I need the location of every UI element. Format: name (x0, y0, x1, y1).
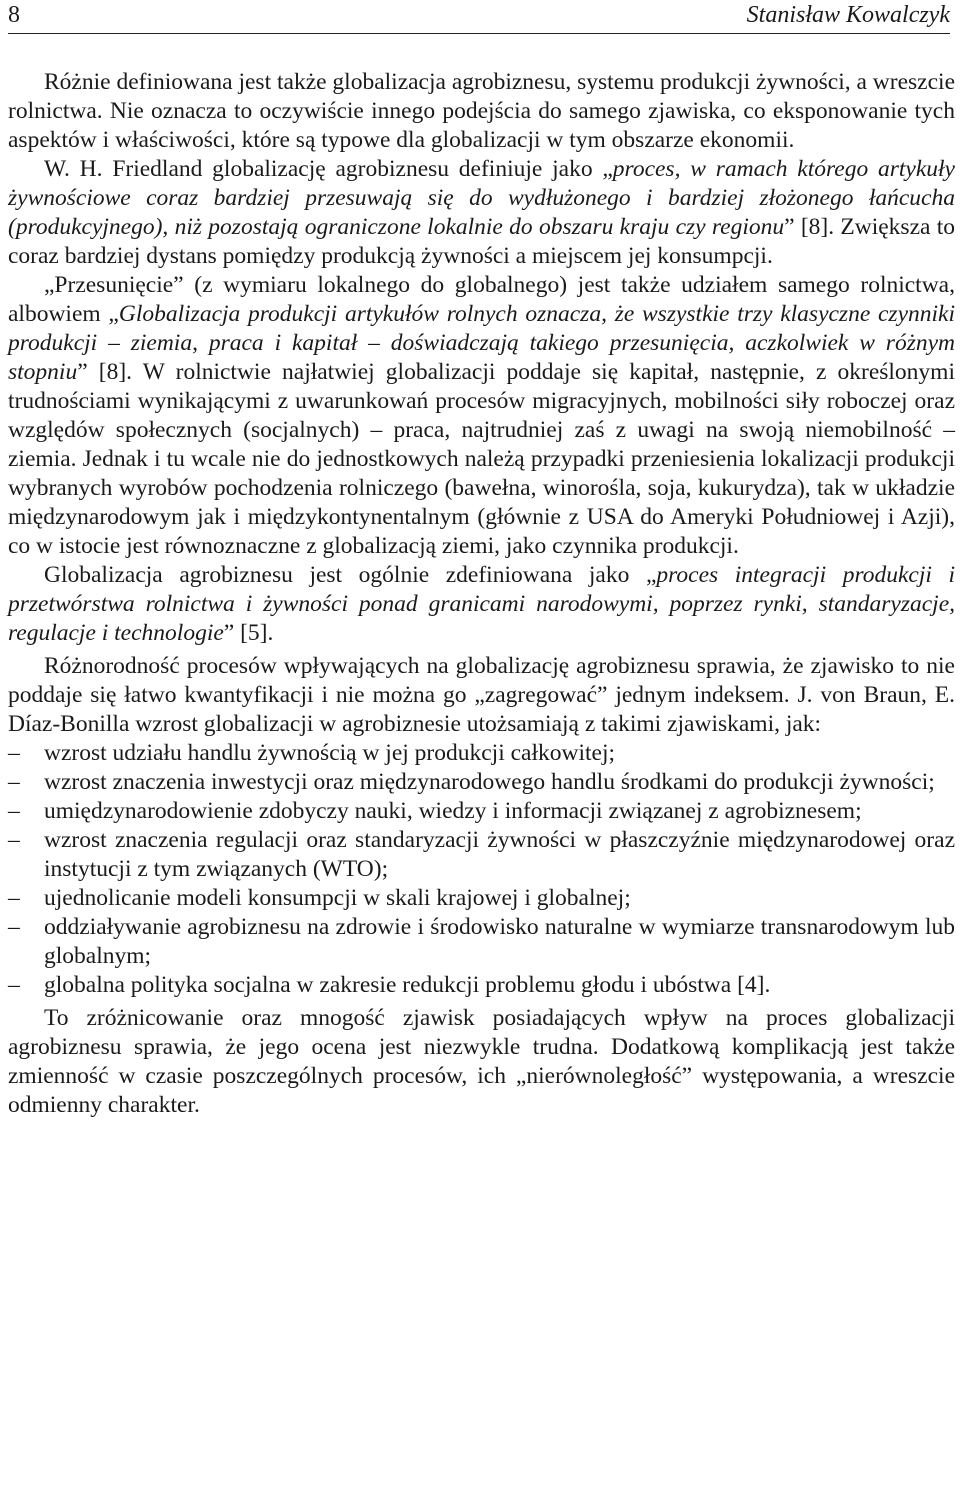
paragraph-4-quote: proces integracji produkcji i przetwórstwa rolnictwa i żywności ponad granicami narodowymi, poprzez rynki, standaryzacje, regulacje i technologie (8, 562, 955, 646)
list-item (8, 826, 955, 884)
dash-marker: – (8, 769, 20, 795)
dash-marker: – (8, 972, 20, 998)
list-item-text: globalna polityka socjalna w zakresie redukcji problemu głodu i ubóstwa [4]. (44, 972, 771, 998)
paragraph-4 (8, 561, 955, 648)
body-text (8, 68, 955, 1120)
list-item (8, 913, 955, 971)
list-item (8, 971, 955, 1000)
list-item (8, 797, 955, 826)
list-item-text: oddziaływanie agrobiznesu na zdrowie i środowisko naturalne w wymiarze transnarodowym lub globalnym; (44, 914, 955, 969)
paragraph-4-text-end: ” [5]. (223, 620, 274, 646)
dash-marker: – (8, 885, 20, 911)
dash-marker: – (8, 798, 20, 824)
dash-marker: – (8, 827, 20, 853)
paragraph-2-text-end: ” [8]. Zwiększa to coraz bardziej dystans pomiędzy produkcją żywności a miejscem jej konsumpcji. (8, 214, 956, 269)
page-number: 8 (8, 2, 20, 28)
list-item (8, 739, 955, 768)
paragraph-3-quote: Globalizacja produkcji artykułów rolnych oznacza, że wszystkie trzy klasyczne czynniki produkcji – ziemia, praca i kapitał – doświadczają takiego przesunięcia, aczkolwiek w różnym stopniu (8, 301, 955, 385)
list-item (8, 768, 955, 797)
page-header (8, 0, 950, 34)
running-head-author: Stanisław Kowalczyk (746, 2, 950, 28)
paragraph-3-text-start: „Przesunięcie” (z wymiaru lokalnego do globalnego) jest także udziałem samego rolnictwa, albowiem „ (8, 272, 955, 327)
list-item (8, 884, 955, 913)
paragraph-2 (8, 155, 955, 271)
paragraph-5: Różnorodność procesów wpływających na globalizację agrobiznesu sprawia, że zjawisko to nie poddaje się łatwo kwantyfikacji i nie można go „zagregować” jednym indeksem. J. von Braun, E. Díaz-Bonilla wzrost globalizacji w agrobiznesie utożsamiają z takimi zjawiskami, jak: (8, 653, 955, 737)
dash-marker: – (8, 740, 20, 766)
paragraph-2-text-start: W. H. Friedland globalizację agrobiznesu definiuje jako „ (44, 156, 613, 182)
dash-marker: – (8, 914, 20, 940)
paragraph-3-text-end: ” [8]. W rolnictwie najłatwiej globalizacji poddaje się kapitał, następnie, z określonymi trudnościami wynikającymi z uwarunkowań procesów migracyjnych, mobilności siły roboczej oraz względów społecznych (socjalnych) – praca, najtrudniej zaś z uwagi na swoją niemobilność – ziemia. Jednak i tu wcale nie do jednostkowych należą przypadki przeniesienia lokalizacji produkcji wybranych wyrobów pochodzenia rolniczego (bawełna, winorośla, soja, kukurydza), tak w układzie międzynarodowym jak i międzykontynentalnym (głównie z USA do Ameryki Południowej i Azji), co w istocie jest równoznaczne z globalizacją ziemi, jako czynnika produkcji. (8, 359, 955, 559)
paragraph-3 (8, 271, 955, 561)
paragraph-2-quote: proces, w ramach którego artykuły żywnościowe coraz bardziej przesuwają się do wydłużonego i bardziej złożonego łańcucha (produkcyjnego), niż pozostają ograniczone lokalnie do obszaru kraju czy regionu (8, 156, 955, 240)
list-item-text: wzrost znaczenia inwestycji oraz międzynarodowego handlu środkami do produkcji żywności; (44, 769, 935, 795)
list-item-text: wzrost znaczenia regulacji oraz standaryzacji żywności w płaszczyźnie międzynarodowej oraz instytucji z tym związanych (WTO); (44, 827, 955, 882)
paragraph-6: To zróżnicowanie oraz mnogość zjawisk posiadających wpływ na proces globalizacji agrobiznesu sprawia, że jego ocena jest niezwykle trudna. Dodatkową komplikacją jest także zmienność w czasie poszczególnych procesów, ich „nierównoległość” występowania, a wreszcie odmienny charakter. (8, 1005, 955, 1118)
dash-list (8, 739, 955, 1000)
list-item-text: umiędzynarodowienie zdobyczy nauki, wiedzy i informacji związanej z agrobiznesem; (44, 798, 862, 824)
list-item-text: wzrost udziału handlu żywnością w jej produkcji całkowitej; (44, 740, 616, 766)
list-item-text: ujednolicanie modeli konsumpcji w skali krajowej i globalnej; (44, 885, 631, 911)
paragraph-1: Różnie definiowana jest także globalizacja agrobiznesu, systemu produkcji żywności, a wreszcie rolnictwa. Nie oznacza to oczywiście innego podejścia do samego zjawiska, co eksponowanie tych aspektów i właściwości, które są typowe dla globalizacji w tym obszarze ekonomii. (8, 69, 955, 153)
paragraph-4-text-start: Globalizacja agrobiznesu jest ogólnie zdefiniowana jako „ (44, 562, 657, 588)
